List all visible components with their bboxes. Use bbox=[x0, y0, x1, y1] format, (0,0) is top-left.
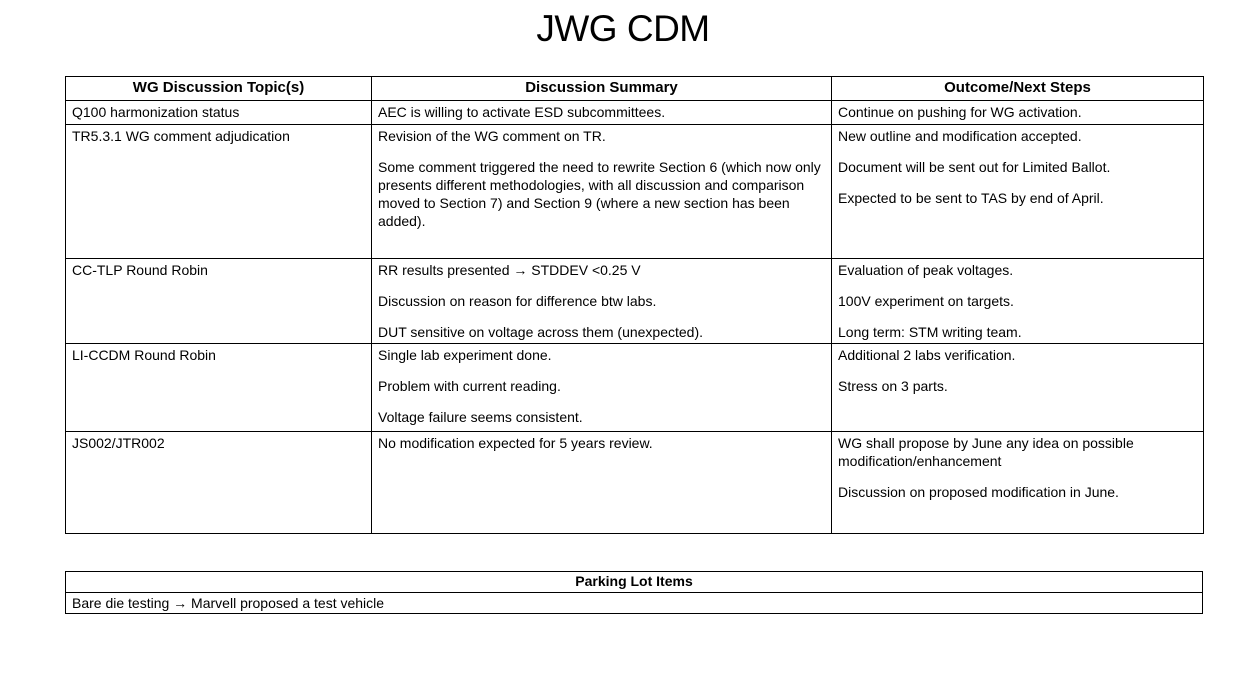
outcome-cell bbox=[832, 432, 1204, 534]
cell-paragraph: Additional 2 labs verification. bbox=[838, 347, 1016, 363]
parking-lot-table bbox=[65, 571, 1203, 614]
col-header-summary: Discussion Summary bbox=[372, 77, 832, 101]
cell-paragraph: Continue on pushing for WG activation. bbox=[838, 104, 1082, 120]
topic-cell: LI-CCDM Round Robin bbox=[66, 344, 372, 432]
cell-paragraph: Voltage failure seems consistent. bbox=[378, 409, 583, 425]
parking-row bbox=[66, 593, 1203, 614]
summary-cell bbox=[372, 432, 832, 534]
cell-paragraph: Document will be sent out for Limited Ballot. bbox=[838, 159, 1111, 175]
cell-paragraph: 100V experiment on targets. bbox=[838, 293, 1014, 309]
cell-paragraph: WG shall propose by June any idea on possible modification/enhancement bbox=[838, 435, 1134, 469]
cell-paragraph: Discussion on proposed modification in June. bbox=[838, 484, 1119, 500]
parking-header: Parking Lot Items bbox=[66, 572, 1203, 593]
cell-paragraph: Revision of the WG comment on TR. bbox=[378, 128, 606, 144]
cell-paragraph: Stress on 3 parts. bbox=[838, 378, 948, 394]
cell-paragraph: Long term: STM writing team. bbox=[838, 324, 1022, 340]
cell-paragraph: Some comment triggered the need to rewrite Section 6 (which now only presents different methodologies, with all discussion and comparison moved to Section 7) and Section 9 (where a new section has been added). bbox=[378, 159, 821, 229]
outcome-cell bbox=[832, 344, 1204, 432]
table-row bbox=[66, 432, 1204, 534]
discussion-table bbox=[65, 76, 1204, 534]
cell-paragraph: Single lab experiment done. bbox=[378, 347, 552, 363]
table-row bbox=[66, 344, 1204, 432]
parking-item-cell: Bare die testing → Marvell proposed a test vehicle bbox=[66, 593, 1203, 614]
table-row bbox=[66, 125, 1204, 259]
topic-cell: JS002/JTR002 bbox=[66, 432, 372, 534]
slide-page bbox=[0, 8, 1246, 614]
topic-cell: Q100 harmonization status bbox=[66, 101, 372, 125]
cell-paragraph: RR results presented → STDDEV <0.25 V bbox=[378, 262, 641, 278]
cell-paragraph: Discussion on reason for difference btw labs. bbox=[378, 293, 657, 309]
cell-paragraph: No modification expected for 5 years review. bbox=[378, 435, 653, 451]
col-header-outcome: Outcome/Next Steps bbox=[832, 77, 1204, 101]
cell-paragraph: Expected to be sent to TAS by end of April. bbox=[838, 190, 1104, 206]
col-header-topics: WG Discussion Topic(s) bbox=[66, 77, 372, 101]
header-row bbox=[66, 77, 1204, 101]
summary-cell bbox=[372, 344, 832, 432]
cell-paragraph: DUT sensitive on voltage across them (unexpected). bbox=[378, 324, 704, 340]
cell-paragraph: New outline and modification accepted. bbox=[838, 128, 1082, 144]
summary-cell bbox=[372, 101, 832, 125]
topic-cell: CC-TLP Round Robin bbox=[66, 259, 372, 344]
outcome-cell bbox=[832, 125, 1204, 259]
parking-header-row bbox=[66, 572, 1203, 593]
summary-cell bbox=[372, 259, 832, 344]
cell-paragraph: Evaluation of peak voltages. bbox=[838, 262, 1014, 278]
outcome-cell bbox=[832, 259, 1204, 344]
table-row bbox=[66, 101, 1204, 125]
cell-paragraph: Problem with current reading. bbox=[378, 378, 561, 394]
page-title: JWG CDM bbox=[536, 8, 710, 49]
cell-paragraph: AEC is willing to activate ESD subcommittees. bbox=[378, 104, 666, 120]
summary-cell bbox=[372, 125, 832, 259]
table-row bbox=[66, 259, 1204, 344]
topic-cell: TR5.3.1 WG comment adjudication bbox=[66, 125, 372, 259]
outcome-cell bbox=[832, 101, 1204, 125]
